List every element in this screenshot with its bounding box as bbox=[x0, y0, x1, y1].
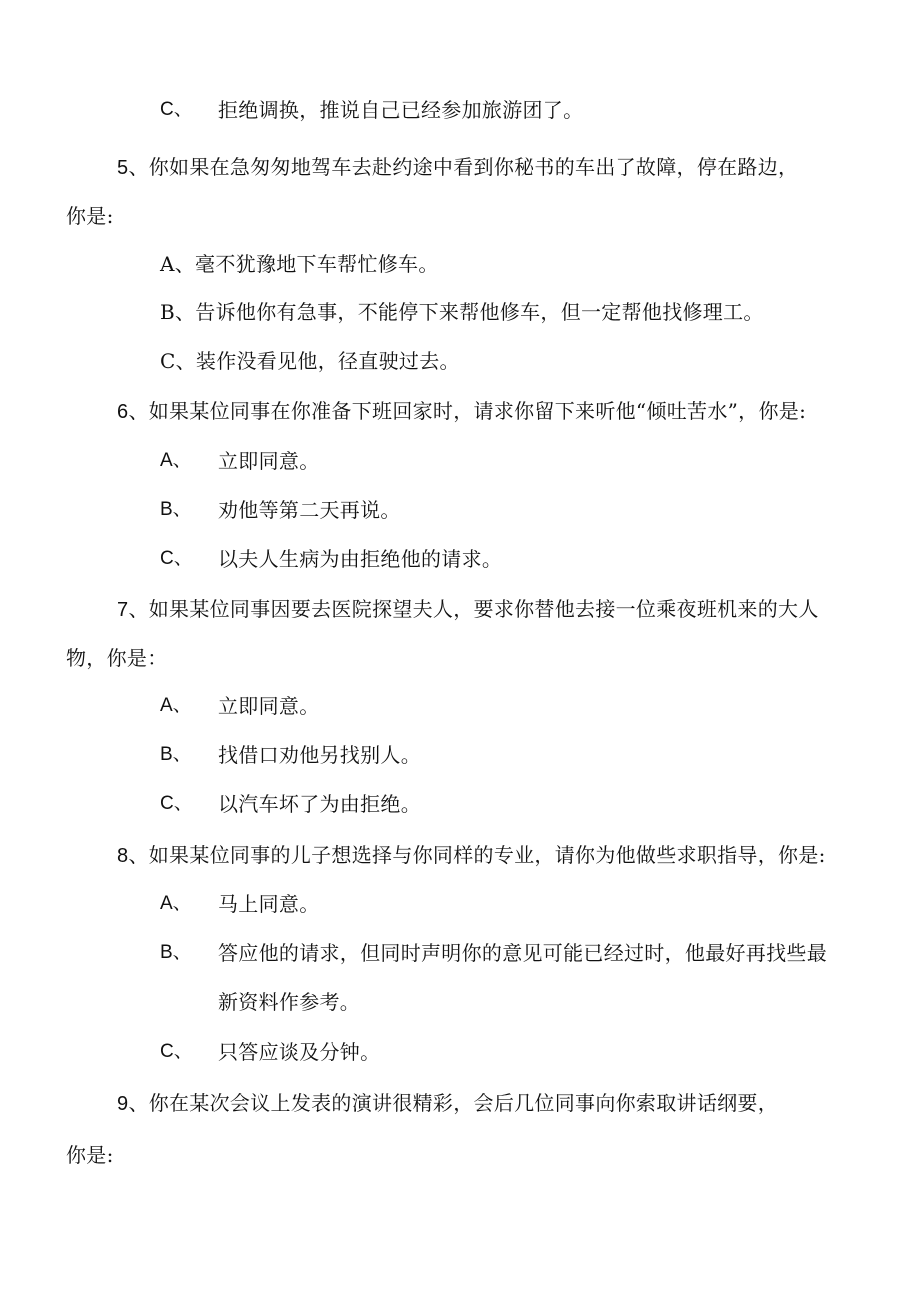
q5-option-c: C、装作没看见他，径直驶过去。 bbox=[160, 349, 460, 373]
q9-stem-line1 bbox=[117, 1090, 778, 1117]
q9-stem-text: 、你在某次会议上发表的演讲很精彩，会后几位同事向你索取讲话纲要， bbox=[128, 1091, 779, 1115]
q5-stem-line2: 你是: bbox=[66, 204, 114, 228]
q5-option-b: B、告诉他你有急事，不能停下来帮他修车，但一定帮他找修理工。 bbox=[160, 300, 764, 324]
q7-option-b-text: 找借口劝他另找别人。 bbox=[218, 743, 421, 767]
q6-option-c-letter: C、 bbox=[160, 548, 193, 569]
q7-number: 7 bbox=[117, 599, 129, 621]
q8-option-a-letter: A、 bbox=[160, 893, 192, 914]
q5-stem-text: 、你如果在急匆匆地驾车去赴约途中看到你秘书的车出了故障，停在路边， bbox=[128, 155, 799, 179]
q4-option-c-letter: C、 bbox=[160, 99, 193, 120]
q6-option-b-letter: B、 bbox=[160, 499, 192, 520]
q7-stem-line2: 物，你是： bbox=[66, 646, 168, 670]
q5-option-a: A、毫不犹豫地下车帮忙修车。 bbox=[160, 252, 439, 276]
q6-option-a-text: 立即同意。 bbox=[218, 449, 320, 473]
q7-option-b-letter: B、 bbox=[160, 744, 192, 765]
q6-option-b-text: 劝他等第二天再说。 bbox=[218, 498, 401, 522]
q8-option-b-text-line1: 答应他的请求，但同时声明你的意见可能已经过时，他最好再找些最 bbox=[218, 941, 827, 965]
q8-option-c-letter: C、 bbox=[160, 1041, 193, 1062]
q5-stem-line1 bbox=[117, 154, 798, 181]
q9-number: 9 bbox=[117, 1093, 129, 1115]
q8-number: 8 bbox=[117, 845, 129, 867]
q8-stem-line1 bbox=[117, 842, 826, 869]
q8-option-b-text-line2: 新资料作参考。 bbox=[218, 990, 361, 1014]
q7-option-a-letter: A、 bbox=[160, 695, 192, 716]
q9-stem-line2: 你是: bbox=[66, 1143, 114, 1167]
q7-option-c-letter: C、 bbox=[160, 793, 193, 814]
q6-option-a-letter: A、 bbox=[160, 450, 192, 471]
q8-stem-text: 、如果某位同事的儿子想选择与你同样的专业，请你为他做些求职指导，你是: bbox=[128, 843, 826, 867]
q7-stem-line1 bbox=[117, 596, 819, 623]
q5-number: 5 bbox=[117, 157, 129, 179]
q8-option-b-letter: B、 bbox=[160, 942, 192, 963]
q6-stem-line1 bbox=[117, 398, 806, 425]
q4-option-c-text: 拒绝调换，推说自己已经参加旅游团了。 bbox=[218, 98, 584, 122]
q7-option-a-text: 立即同意。 bbox=[218, 694, 320, 718]
q6-number: 6 bbox=[117, 401, 129, 423]
q6-stem-text: 、如果某位同事在你准备下班回家时，请求你留下来听他“倾吐苦水”，你是: bbox=[128, 399, 807, 423]
q6-option-c-text: 以夫人生病为由拒绝他的请求。 bbox=[218, 547, 503, 571]
q7-option-c-text: 以汽车坏了为由拒绝。 bbox=[218, 792, 421, 816]
q8-option-a-text: 马上同意。 bbox=[218, 892, 320, 916]
q7-stem-text: 、如果某位同事因要去医院探望夫人，要求你替他去接一位乘夜班机来的大人 bbox=[128, 597, 819, 621]
q8-option-c-text: 只答应谈及分钟。 bbox=[218, 1040, 381, 1064]
